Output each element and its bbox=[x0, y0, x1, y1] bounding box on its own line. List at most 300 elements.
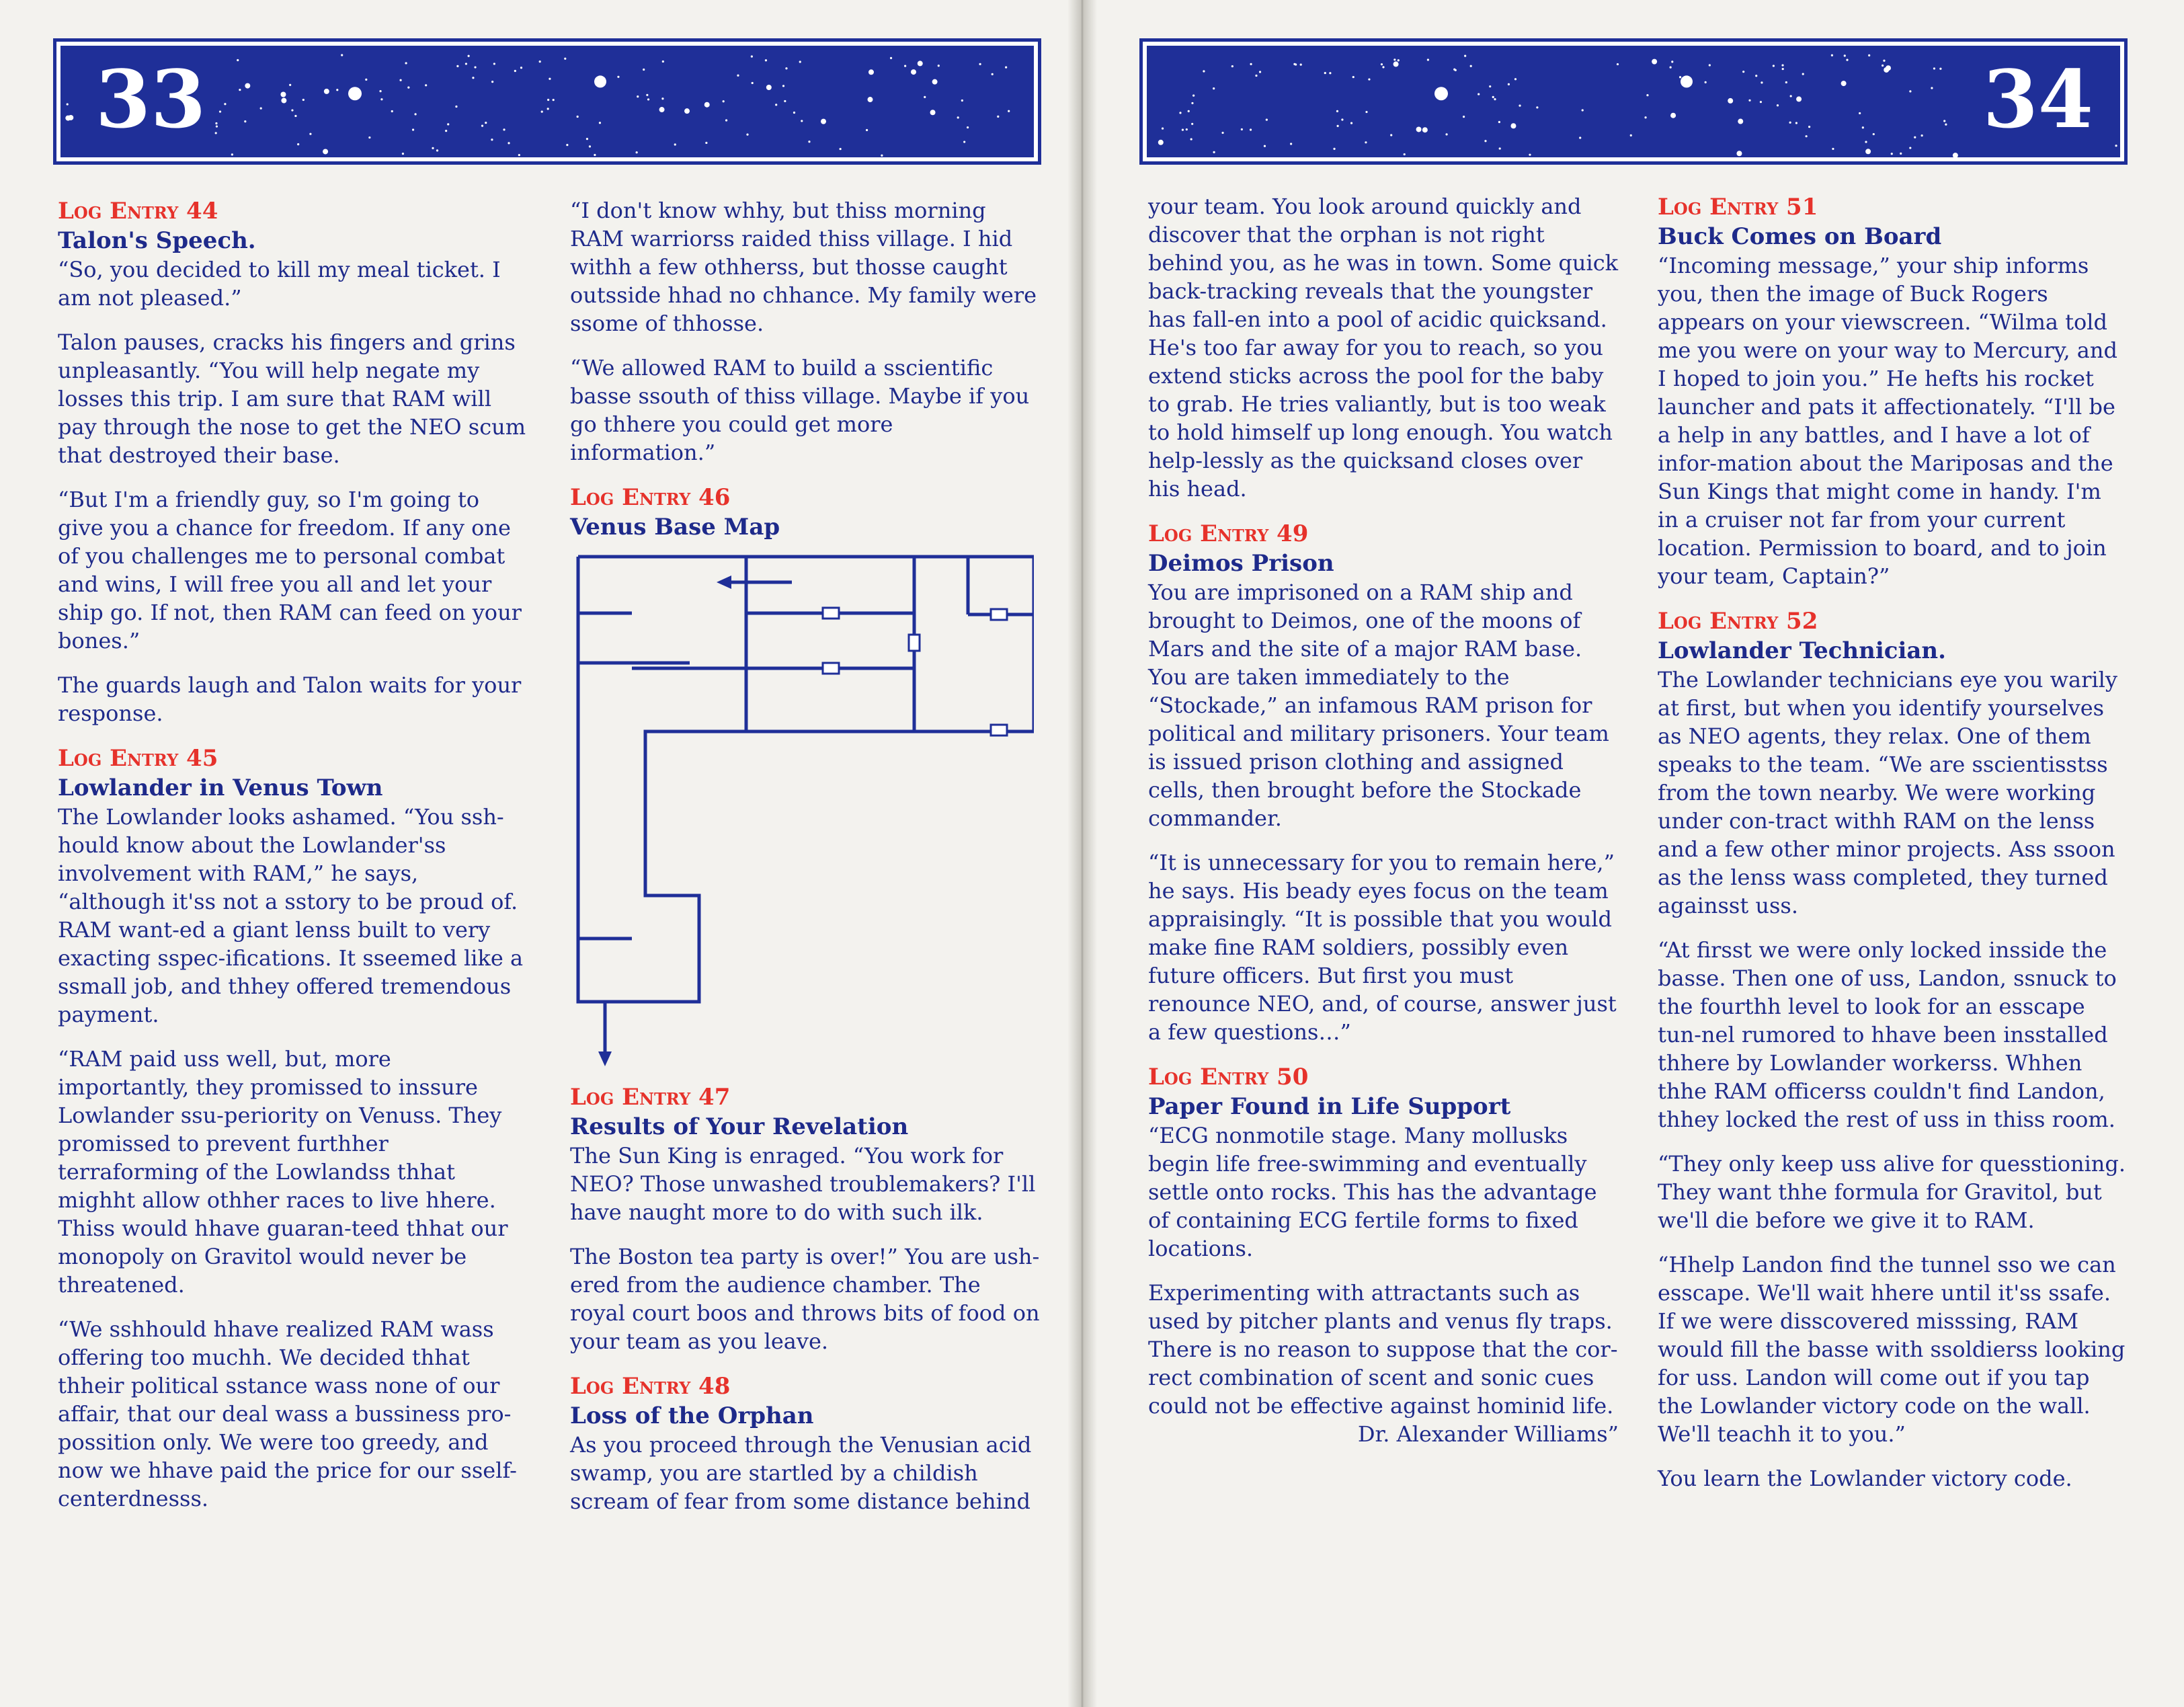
star-icon bbox=[341, 54, 343, 56]
star-icon bbox=[553, 99, 555, 101]
star-icon bbox=[1492, 96, 1494, 98]
star-icon bbox=[1186, 128, 1188, 130]
star-icon bbox=[1748, 100, 1750, 102]
entry-heading: Log Entry 47 bbox=[570, 1084, 731, 1111]
star-icon bbox=[280, 92, 286, 97]
planet-icon bbox=[348, 87, 362, 100]
starfield-right bbox=[1147, 46, 2124, 161]
paragraph: your team. You look around quickly and discover that the orphan is not right behind you, as he was in town. Some quick back-tracking reveals that the youngster has fall-en into a pool of acidic quicksand. He's too far away for you to reach, so you extend sticks across the pool for the baby to grab. He tries valiantly, but is too weak to hold himself up long enough. You watch help-lessly as the quicksand closes over his head. bbox=[1148, 194, 1619, 502]
star-icon bbox=[399, 79, 401, 81]
star-icon bbox=[992, 73, 994, 75]
star-icon bbox=[662, 61, 664, 63]
column-1 bbox=[58, 196, 528, 1529]
star-icon bbox=[1499, 147, 1501, 149]
star-icon bbox=[260, 108, 262, 110]
paragraph: You are imprisoned on a RAM ship and brought to Deimos, one of the moons of Mars and the site of a major RAM base. You are taken immediately to the “Stockade,” an infamous RAM prison for political and military prisoners. Your team is issued prison clothing and assigned cells, then brought before the Stockade commander. bbox=[1148, 580, 1609, 831]
star-icon bbox=[963, 141, 965, 143]
star-icon bbox=[1336, 110, 1338, 112]
star-icon bbox=[1192, 94, 1195, 96]
star-icon bbox=[793, 112, 795, 114]
star-icon bbox=[1742, 71, 1744, 73]
star-icon bbox=[1221, 132, 1223, 134]
star-icon bbox=[219, 110, 221, 112]
star-icon bbox=[1909, 147, 1911, 149]
star-icon bbox=[1536, 106, 1538, 108]
star-icon bbox=[1393, 58, 1396, 61]
star-icon bbox=[216, 125, 218, 127]
star-icon bbox=[1416, 126, 1422, 132]
star-icon bbox=[661, 97, 663, 100]
star-icon bbox=[1264, 145, 1266, 147]
star-icon bbox=[1404, 153, 1406, 155]
entry-title: Loss of the Orphan bbox=[570, 1402, 814, 1429]
star-icon bbox=[1484, 140, 1486, 142]
star-icon bbox=[1773, 65, 1775, 67]
entry-title: Lowlander Technician. bbox=[1658, 637, 1946, 664]
star-icon bbox=[520, 67, 522, 69]
star-icon bbox=[1865, 149, 1871, 154]
log-entry-52 bbox=[1658, 606, 2128, 1493]
entry-title: Results of Your Revelation bbox=[570, 1113, 909, 1140]
paragraph: “At firsst we were only locked insside the basse. Then one of uss, Landon, ssnuck to the fourthh level to look for an esscape tun-nel rumored to hhave been insstalled thhere by Lowlander workerss. Whhen thhe RAM officerss couldn't find Landon, thhey locked the rest of uss in thiss room. bbox=[1658, 937, 2117, 1132]
star-icon bbox=[1350, 122, 1352, 124]
star-icon bbox=[1789, 122, 1791, 124]
star-icon bbox=[911, 69, 916, 75]
star-icon bbox=[1158, 140, 1164, 145]
star-icon bbox=[1337, 125, 1339, 127]
star-icon bbox=[890, 57, 892, 59]
column-4 bbox=[1658, 192, 2128, 1509]
entry-heading: Log Entry 45 bbox=[58, 745, 218, 772]
star-icon bbox=[1329, 72, 1331, 74]
star-icon bbox=[723, 100, 725, 102]
star-icon bbox=[1510, 123, 1516, 128]
star-icon bbox=[1761, 81, 1763, 83]
star-icon bbox=[1900, 153, 1902, 155]
star-icon bbox=[704, 102, 710, 108]
star-icon bbox=[1393, 61, 1399, 67]
star-icon bbox=[637, 95, 639, 97]
entry-heading: Log Entry 49 bbox=[1148, 520, 1309, 547]
star-icon bbox=[1213, 151, 1215, 153]
star-icon bbox=[503, 128, 505, 130]
column-3 bbox=[1148, 192, 1619, 1464]
star-icon bbox=[297, 143, 299, 145]
star-icon bbox=[586, 138, 588, 140]
star-icon bbox=[1365, 111, 1367, 113]
star-icon bbox=[564, 58, 566, 60]
star-icon bbox=[1514, 78, 1516, 80]
star-icon bbox=[1670, 113, 1676, 118]
star-icon bbox=[1630, 134, 1632, 136]
entry-title: Talon's Speech. bbox=[58, 227, 256, 254]
star-icon bbox=[468, 55, 470, 57]
star-icon bbox=[997, 116, 999, 118]
paragraph: The Sun King is enraged. “You work for NEO? Those unwashed troublemakers? I'll have naught more to do with such ilk. bbox=[570, 1143, 1036, 1225]
star-icon bbox=[481, 125, 483, 127]
log-entry-49 bbox=[1148, 519, 1619, 1046]
star-icon bbox=[1529, 154, 1531, 156]
star-icon bbox=[1931, 87, 1933, 89]
star-icon bbox=[309, 133, 311, 135]
star-icon bbox=[1781, 64, 1783, 66]
star-icon bbox=[365, 79, 367, 81]
left-page-banner bbox=[56, 42, 1038, 161]
paragraph: As you proceed through the Venusian acid swamp, you are startled by a childish scream of fear from some distance behind bbox=[570, 1432, 1032, 1514]
star-icon bbox=[684, 108, 690, 114]
star-icon bbox=[1671, 61, 1673, 63]
paragraph: The Boston tea party is over!” You are ush-ered from the audience chamber. The royal court boos and throws bits of food on your team as you leave. bbox=[570, 1244, 1040, 1354]
star-icon bbox=[938, 65, 940, 67]
star-icon bbox=[785, 67, 787, 69]
star-icon bbox=[1365, 141, 1367, 143]
star-icon bbox=[407, 87, 409, 89]
star-icon bbox=[336, 89, 338, 91]
star-icon bbox=[1231, 65, 1233, 67]
column-2 bbox=[570, 196, 1041, 1532]
star-icon bbox=[215, 132, 217, 134]
entry-heading: Log Entry 52 bbox=[1658, 608, 1818, 635]
star-icon bbox=[1859, 112, 1861, 114]
entry-heading: Log Entry 46 bbox=[570, 484, 731, 511]
star-icon bbox=[289, 84, 291, 86]
star-icon bbox=[961, 100, 963, 102]
star-icon bbox=[294, 115, 296, 117]
star-icon bbox=[1790, 95, 1792, 97]
star-icon bbox=[1945, 124, 1947, 126]
star-icon bbox=[493, 63, 495, 65]
star-icon bbox=[412, 128, 414, 130]
entry-heading: Log Entry 44 bbox=[58, 198, 218, 225]
star-icon bbox=[1644, 116, 1646, 118]
star-icon bbox=[1868, 54, 1870, 56]
star-icon bbox=[589, 145, 591, 147]
log-entry-44 bbox=[58, 196, 528, 727]
star-icon bbox=[1398, 59, 1400, 61]
star-icon bbox=[1390, 134, 1392, 136]
star-icon bbox=[1808, 126, 1810, 128]
planet-icon bbox=[1434, 87, 1448, 100]
star-icon bbox=[566, 144, 568, 146]
star-icon bbox=[380, 98, 382, 100]
star-icon bbox=[1831, 54, 1833, 56]
star-icon bbox=[465, 63, 467, 65]
star-icon bbox=[746, 133, 748, 135]
star-icon bbox=[799, 61, 801, 63]
star-icon bbox=[1259, 71, 1261, 73]
star-icon bbox=[391, 110, 393, 112]
star-icon bbox=[1914, 136, 1916, 138]
log-entry-51 bbox=[1658, 192, 2128, 590]
paragraph: “But I'm a friendly guy, so I'm going to give you a chance for freedom. If any one of you challenges me to personal combat and wins, I will free you all and let your ship go. If not, then RAM can feed on your bones.” bbox=[58, 487, 522, 653]
star-icon bbox=[1470, 65, 1472, 67]
page-number-left: 33 bbox=[95, 52, 206, 146]
star-icon bbox=[617, 76, 619, 78]
star-icon bbox=[1777, 104, 1779, 106]
star-icon bbox=[1250, 63, 1252, 65]
star-icon bbox=[1241, 128, 1243, 130]
star-icon bbox=[766, 85, 772, 90]
star-icon bbox=[1760, 101, 1762, 103]
entry-heading: Log Entry 48 bbox=[570, 1373, 731, 1400]
entry-title: Deimos Prison bbox=[1148, 550, 1334, 577]
star-icon bbox=[1422, 127, 1428, 132]
star-icon bbox=[323, 149, 328, 154]
star-icon bbox=[1295, 63, 1297, 65]
log-entry-47 bbox=[570, 1082, 1041, 1355]
star-icon bbox=[1646, 94, 1648, 96]
star-icon bbox=[514, 70, 516, 72]
star-icon bbox=[1844, 54, 1846, 56]
star-icon bbox=[752, 82, 754, 84]
star-icon bbox=[447, 123, 449, 125]
entry-heading: Log Entry 51 bbox=[1658, 194, 1818, 221]
star-icon bbox=[1939, 68, 1941, 70]
paragraph: Talon pauses, cracks his fingers and grins unpleasantly. “You will help negate my losses this trip. I am sure that RAM will pay through the nose to get the NEO scum that destroyed their base. bbox=[58, 329, 526, 468]
paragraph: “So, you decided to kill my meal ticket. I am not pleased.” bbox=[58, 257, 501, 311]
star-icon bbox=[1324, 72, 1326, 74]
star-icon bbox=[1841, 81, 1847, 86]
paragraph: “Incoming message,” your ship informs you, then the image of Buck Rogers appears on your viewscreen. “Wilma told me you were on your way to Mercury, and I hoped to join you.” He hefts his rocket launcher and pats it affectionately. “I'll be a help in any battles, and I have a lot of infor-mation about the Mariposas and the Sun Kings that might come in handy. I'm in a cruiser not far from your current location. Permission to board, and to join your team, Captain?” bbox=[1658, 253, 2117, 589]
star-icon bbox=[881, 155, 883, 157]
star-icon bbox=[930, 110, 936, 115]
star-icon bbox=[957, 116, 959, 118]
paragraph: “We sshhould hhave realized RAM wass offering too muchh. We decided thhat thheir political sstance wass none of our affair, that our deal wass a bussiness pro-possition only. We were too greedy, and now we hhave paid the price for our sself-centerdnesss. bbox=[58, 1316, 517, 1511]
log-entry-45 bbox=[58, 744, 528, 1513]
entry-heading: Log Entry 50 bbox=[1148, 1064, 1309, 1090]
star-icon bbox=[1782, 68, 1784, 70]
star-icon bbox=[636, 151, 638, 153]
planet-icon bbox=[1681, 75, 1693, 87]
star-icon bbox=[1579, 136, 1581, 138]
star-icon bbox=[868, 69, 874, 75]
star-icon bbox=[1463, 116, 1465, 118]
star-icon bbox=[539, 61, 541, 63]
page-number-right: 34 bbox=[1982, 52, 2093, 146]
star-icon bbox=[491, 81, 493, 83]
signature: Dr. Alexander Williams” bbox=[1357, 1421, 1619, 1447]
star-icon bbox=[775, 104, 777, 106]
star-icon bbox=[1188, 110, 1190, 112]
log-entry-48 bbox=[570, 1372, 1041, 1515]
star-icon bbox=[472, 77, 474, 79]
star-icon bbox=[302, 99, 305, 101]
star-icon bbox=[1162, 127, 1164, 129]
star-icon bbox=[432, 147, 434, 149]
star-icon bbox=[751, 55, 753, 57]
star-icon bbox=[1943, 120, 1945, 122]
star-icon bbox=[405, 62, 407, 64]
star-icon bbox=[455, 106, 457, 108]
star-icon bbox=[967, 126, 969, 128]
log-entry-46 bbox=[570, 483, 1041, 1073]
star-icon bbox=[244, 120, 246, 122]
star-icon bbox=[1891, 153, 1893, 155]
star-icon bbox=[725, 119, 727, 121]
star-icon bbox=[647, 98, 649, 100]
star-icon bbox=[1453, 69, 1455, 71]
star-icon bbox=[577, 116, 579, 118]
paragraph: “We allowed RAM to build a sscientific basse ssouth of thiss village. Maybe if you go thhere you could get more information.” bbox=[570, 355, 1030, 465]
star-icon bbox=[1494, 98, 1496, 100]
paragraph: The guards laugh and Talon waits for your response. bbox=[58, 672, 522, 726]
star-icon bbox=[237, 59, 239, 61]
star-icon bbox=[1341, 118, 1343, 120]
star-icon bbox=[1179, 112, 1181, 114]
paragraph: You learn the Lowlander victory code. bbox=[1658, 1466, 2072, 1491]
star-icon bbox=[1464, 54, 1466, 56]
star-icon bbox=[1445, 133, 1447, 135]
star-icon bbox=[867, 97, 873, 102]
star-icon bbox=[904, 65, 906, 67]
star-icon bbox=[224, 103, 226, 105]
star-icon bbox=[1008, 110, 1010, 112]
star-icon bbox=[1728, 98, 1733, 104]
star-icon bbox=[1427, 58, 1429, 61]
star-icon bbox=[485, 122, 487, 124]
star-icon bbox=[1884, 67, 1889, 73]
book-gutter bbox=[1067, 0, 1097, 1707]
star-icon bbox=[379, 90, 381, 92]
star-icon bbox=[599, 122, 601, 124]
star-icon bbox=[281, 98, 286, 104]
star-icon bbox=[1862, 126, 1864, 128]
star-icon bbox=[456, 65, 458, 67]
star-icon bbox=[1909, 90, 1911, 92]
star-icon bbox=[1865, 141, 1867, 143]
star-icon bbox=[979, 63, 981, 65]
entry-title: Paper Found in Life Support bbox=[1148, 1093, 1511, 1120]
star-icon bbox=[1333, 148, 1335, 150]
star-icon bbox=[1705, 81, 1707, 83]
star-icon bbox=[491, 138, 493, 141]
star-icon bbox=[659, 107, 665, 112]
star-icon bbox=[821, 119, 826, 124]
star-icon bbox=[68, 115, 73, 120]
star-icon bbox=[1883, 60, 1885, 62]
star-icon bbox=[547, 99, 549, 101]
paragraph: Experimenting with attractants such as used by pitcher plants and venus fly traps. There is no reason to suppose that the cor-rect combination of scent and sonic cues could not be effective against hominid life. bbox=[1148, 1280, 1618, 1419]
star-icon bbox=[765, 59, 767, 61]
star-icon bbox=[1213, 87, 1215, 89]
star-icon bbox=[215, 122, 217, 124]
star-icon bbox=[918, 61, 923, 66]
star-icon bbox=[541, 111, 543, 113]
entry-title: Lowlander in Venus Town bbox=[58, 775, 383, 801]
star-icon bbox=[1755, 75, 1757, 77]
star-icon bbox=[1381, 63, 1383, 65]
star-icon bbox=[1478, 93, 1480, 95]
star-icon bbox=[808, 141, 810, 143]
star-icon bbox=[1670, 67, 1672, 69]
star-icon bbox=[508, 142, 510, 144]
star-icon bbox=[1582, 109, 1584, 111]
star-icon bbox=[1679, 76, 1681, 78]
star-icon bbox=[1191, 102, 1193, 104]
star-icon bbox=[231, 153, 233, 155]
star-icon bbox=[1255, 75, 1257, 77]
star-icon bbox=[1806, 135, 1808, 137]
paragraph: The Lowlander looks ashamed. “You ssh-hould know about the Lowlander'ss involvement with RAM,” he says, “although it'ss not a sstory to be proud of. RAM want-ed a giant lenss built to very exacting sspec-ifications. It sseemed like a ssmall job, and thhey offered tremendous payment. bbox=[58, 804, 524, 1027]
star-icon bbox=[474, 66, 476, 68]
star-icon bbox=[737, 75, 739, 77]
star-icon bbox=[2115, 145, 2117, 147]
star-icon bbox=[1300, 64, 1302, 66]
star-icon bbox=[1795, 122, 1797, 124]
star-icon bbox=[1005, 67, 1007, 69]
star-icon bbox=[245, 83, 250, 89]
star-icon bbox=[1352, 76, 1354, 78]
star-icon bbox=[1736, 151, 1742, 156]
star-icon bbox=[1953, 153, 1958, 158]
right-page-banner bbox=[1143, 42, 2124, 161]
star-icon bbox=[1519, 105, 1521, 107]
star-icon bbox=[414, 113, 416, 115]
star-icon bbox=[1738, 119, 1743, 124]
star-icon bbox=[1498, 121, 1500, 123]
star-icon bbox=[239, 89, 241, 91]
star-icon bbox=[1508, 83, 1510, 85]
star-icon bbox=[291, 109, 293, 111]
map-diagram bbox=[570, 549, 1034, 1073]
paragraph: “RAM paid uss well, but, more importantly, they promissed to inssure Lowlander ssu-periority on Venuss. They promissed to prevent furthher terraforming of the Lowlandss thhat mighht allow othher races to live hhere. Thiss would hhave guaran-teed thhat our monopoly on Gravitol would never be threatened. bbox=[58, 1046, 508, 1298]
star-icon bbox=[1191, 123, 1193, 125]
star-icon bbox=[646, 94, 648, 96]
entry-title: Buck Comes on Board bbox=[1658, 223, 1942, 250]
star-icon bbox=[518, 154, 520, 156]
star-icon bbox=[1203, 70, 1205, 72]
paragraph: The Lowlander technicians eye you warily at first, but when you identify yourselves as NEO agents, they relax. One of them speaks to the team. “We are sscientisstss from the town nearby. We were working under con-tract withh RAM on the lenss and a few other minor projects. Ass ssoon as the lenss wass completed, they turned againsst uss. bbox=[1658, 667, 2117, 918]
paragraph: “It is unnecessary for you to remain here,” he says. His beady eyes focus on the team appraisingly. “It is possible that you would make fine RAM soldiers, possibly even future officers. But first you must renounce NEO, and, of course, answer just a few questions…” bbox=[1148, 850, 1617, 1045]
paragraph: “ECG nonmotile stage. Many mollusks begin life free-swimming and eventually settle onto rocks. This has the advantage of containing ECG fertile forms to fixed locations. bbox=[1148, 1123, 1597, 1261]
star-icon bbox=[1250, 128, 1252, 130]
star-icon bbox=[445, 130, 447, 132]
star-icon bbox=[1709, 64, 1711, 66]
star-icon bbox=[1796, 96, 1802, 102]
venus-base-map bbox=[570, 549, 1034, 1073]
star-icon bbox=[1846, 59, 1848, 61]
star-icon bbox=[1652, 59, 1657, 65]
star-icon bbox=[840, 148, 842, 150]
star-icon bbox=[1190, 138, 1192, 140]
star-icon bbox=[425, 84, 427, 86]
starfield-left bbox=[60, 46, 1038, 161]
paragraph: “Hhelp Landon find the tunnel sso we can esscape. We'll wait hhere until it'ss ssafe. If we were disscovered misssing, RAM would fill the basse with ssoldierss looking for uss. Landon will come out if you tap the Lowlander victory code on the wall. We'll teachh it to you.” bbox=[1658, 1252, 2126, 1447]
log-entry-50 bbox=[1148, 1062, 1619, 1448]
star-icon bbox=[1785, 81, 1787, 83]
star-icon bbox=[1382, 66, 1384, 68]
star-icon bbox=[1290, 143, 1292, 145]
star-icon bbox=[782, 85, 784, 87]
paragraph: “They only keep uss alive for quesstioning. They want thhe formula for Gravitol, but we'll die before we give it to RAM. bbox=[1658, 1151, 2126, 1233]
star-icon bbox=[1617, 63, 1619, 65]
star-icon bbox=[324, 89, 329, 94]
paragraph: “I don't know whhy, but thiss morning RAM warriorss raided thiss village. I hid withh a few othherss, but thosse caught outsside hhad no chhance. My family were ssome of thhosse. bbox=[570, 198, 1037, 336]
star-icon bbox=[549, 78, 551, 80]
star-icon bbox=[1933, 67, 1935, 69]
star-icon bbox=[924, 96, 926, 98]
star-icon bbox=[1368, 78, 1370, 80]
star-icon bbox=[594, 154, 596, 156]
star-icon bbox=[1882, 65, 1884, 67]
star-icon bbox=[932, 79, 938, 85]
star-icon bbox=[705, 142, 707, 144]
entry-title: Venus Base Map bbox=[570, 514, 780, 541]
star-icon bbox=[784, 100, 786, 102]
star-icon bbox=[866, 129, 868, 131]
star-icon bbox=[1873, 133, 1875, 135]
star-icon bbox=[67, 103, 69, 105]
